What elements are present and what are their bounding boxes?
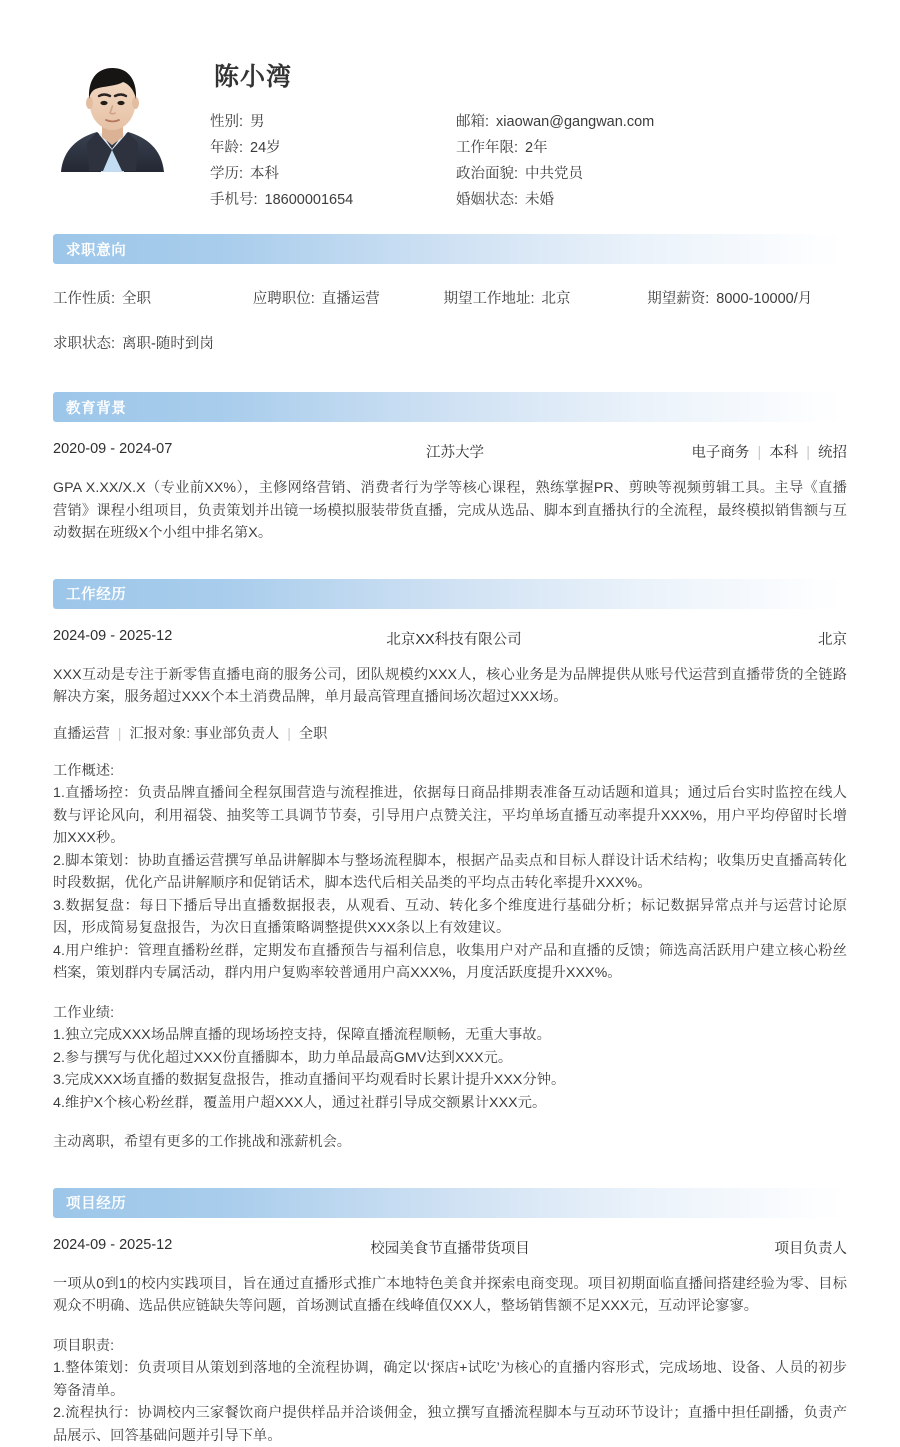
separator-icon: | [798, 445, 818, 461]
intention-row-2 [53, 330, 847, 358]
education-degree: 本科 [769, 445, 798, 461]
section-header-project [53, 1188, 847, 1218]
work-overview-item: 1.直播场控：负责品牌直播间全程氛围营造与流程推进，依据每日商品排期表准备互动话题和道具；通过后台实时监控在线人数与评论风向，利用福袋、抽奖等工具调节节奏，引导用户点赞关注，平均单场直播互动率提升XXX%，用户平均停留时长增加XXX秒。 [53, 785, 847, 846]
project-intro: 一项从0到1的校内实践项目，旨在通过直播形式推广本地特色美食并探索电商变现。项目初期面临直播间搭建经验为零、目标观众不明确、选品供应链缺失等问题，首场测试直播在线峰值仅XX人，整场销售额不足XXX元，互动评论寥寥。 [53, 1273, 847, 1318]
work-company-intro: XXX互动是专注于新零售直播电商的服务公司，团队规模约XXX人，核心业务是为品牌提供从账号代运营到直播带货的全链路解决方案，服务超过XXX个本土消费品牌，单月最高管理直播间场次超过XXX场。 [53, 664, 847, 709]
work-overview-item: 3.数据复盘：每日下播后导出直播数据报表，从观看、互动、转化多个维度进行基础分析；标记数据异常点并与运营讨论原因，形成简易复盘报告，为次日直播策略调整提供XXX条以上有效建议。 [53, 895, 847, 940]
section-header-intention [53, 234, 847, 264]
field-label: 手机号: [210, 187, 258, 213]
intention-expected-salary [647, 285, 847, 313]
profile-field-experience-years [456, 135, 796, 161]
intention-target-location [444, 285, 648, 313]
project-entry [53, 1218, 847, 1447]
section-title: 教育背景 [66, 397, 126, 418]
profile-header [53, 0, 847, 200]
profile-field-education [210, 161, 456, 187]
work-achievement-block [53, 1002, 847, 1115]
field-label: 政治面貌: [456, 161, 518, 187]
project-entry-head [53, 1237, 847, 1261]
profile-field-gender [210, 109, 456, 135]
work-leave-reason: 主动离职，希望有更多的工作挑战和涨薪机会。 [53, 1131, 847, 1154]
field-label: 年龄: [210, 135, 243, 161]
separator-icon: | [110, 726, 130, 742]
education-qualifications [691, 441, 847, 462]
section-title: 求职意向 [66, 239, 126, 260]
profile-info-grid [210, 109, 847, 213]
field-value: 直播运营 [315, 285, 380, 313]
field-label: 婚姻状态: [456, 187, 518, 213]
work-achievement-item: 2.参与撰写与优化超过XXX份直播脚本，助力单品最高GMV达到XXX元。 [53, 1047, 847, 1070]
field-value: 18600001654 [258, 187, 354, 213]
section-title: 工作经历 [66, 583, 126, 604]
work-overview-title: 工作概述: [53, 760, 847, 783]
project-role: 项目负责人 [775, 1237, 848, 1258]
work-meta-line [53, 723, 847, 743]
field-value: 中共党员 [518, 161, 583, 187]
education-date: 2020-09 - 2024-07 [53, 441, 172, 457]
field-value: 离职-随时到岗 [115, 330, 214, 358]
work-achievement-item: 3.完成XXX场直播的数据复盘报告，推动直播间平均观看时长累计提升XXX分钟。 [53, 1069, 847, 1092]
field-label: 应聘职位: [253, 285, 315, 313]
field-value: 未婚 [518, 187, 554, 213]
work-achievement-item: 4.维护X个核心粉丝群，覆盖用户超XXX人，通过社群引导成交额累计XXX元。 [53, 1092, 847, 1115]
field-label: 学历: [210, 161, 243, 187]
field-value: 本科 [243, 161, 279, 187]
field-label: 求职状态: [53, 330, 115, 358]
project-duty-title: 项目职责: [53, 1335, 847, 1358]
work-overview-item: 2.脚本策划：协助直播运营撰写单品讲解脚本与整场流程脚本，根据产品卖点和目标人群设计话术结构；收集历史直播高转化时段数据，优化产品讲解顺序和促销话术，脚本迭代后相关品类的平均点击转化率提升XXX%。 [53, 850, 847, 895]
field-label: 工作性质: [53, 285, 115, 313]
work-company: 北京XX科技有限公司 [53, 628, 847, 649]
intention-target-position [253, 285, 444, 313]
education-entry [53, 422, 847, 545]
intention-job-nature [53, 285, 253, 313]
avatar [53, 57, 172, 172]
field-label: 工作年限: [456, 135, 518, 161]
profile-field-political-status [456, 161, 796, 187]
field-label: 期望薪资: [647, 285, 709, 313]
field-label: 性别: [210, 109, 243, 135]
education-major: 电子商务 [691, 445, 749, 461]
field-label: 邮箱: [456, 109, 489, 135]
work-date: 2024-09 - 2025-12 [53, 628, 172, 644]
work-job-type: 全职 [299, 726, 327, 742]
education-school: 江苏大学 [53, 441, 847, 462]
work-achievement-title: 工作业绩: [53, 1002, 847, 1025]
field-value: 全职 [115, 285, 151, 313]
field-value: 北京 [535, 285, 571, 313]
project-date: 2024-09 - 2025-12 [53, 1237, 172, 1253]
work-overview-block [53, 760, 847, 985]
field-label: 期望工作地址: [444, 285, 535, 313]
intention-row-1 [53, 285, 847, 313]
job-intention-body [53, 264, 847, 358]
separator-icon: | [279, 726, 299, 742]
project-duty-block [53, 1335, 847, 1447]
intention-job-status [53, 330, 253, 358]
project-name: 校园美食节直播带货项目 [53, 1237, 847, 1258]
education-entry-head [53, 441, 847, 465]
education-admission-type: 统招 [818, 445, 847, 461]
separator-icon: | [749, 445, 769, 461]
profile-field-email [456, 109, 796, 135]
work-entry-head [53, 628, 847, 652]
field-value: 8000-10000/月 [709, 285, 812, 313]
field-value: 2年 [518, 135, 548, 161]
page-title: 陈小湾 [214, 57, 847, 93]
project-duty-item: 2.流程执行：协调校内三家餐饮商户提供样品并洽谈佣金，独立撰写直播流程脚本与互动环节设计；直播中担任副播，负责产品展示、回答基础问题并引导下单。 [53, 1402, 847, 1447]
section-title: 项目经历 [66, 1192, 126, 1213]
profile-field-phone [210, 187, 456, 213]
project-duty-item: 1.整体策划：负责项目从策划到落地的全流程协调，确定以‘探店+试吃’为核心的直播内容形式，完成场地、设备、人员的初步筹备清单。 [53, 1360, 847, 1399]
work-overview-item: 4.用户维护：管理直播粉丝群，定期发布直播预告与福利信息，收集用户对产品和直播的反馈；筛选高活跃用户建立核心粉丝档案，策划群内专属活动，群内用户复购率较普通用户高XXX%，月度活跃度提升XXX%。 [53, 940, 847, 985]
work-report-to: 汇报对象: 事业部负责人 [129, 726, 279, 742]
profile-info-left [210, 109, 456, 213]
section-header-work [53, 579, 847, 609]
work-location: 北京 [818, 628, 847, 649]
education-description: GPA X.XX/X.X（专业前XX%），主修网络营销、消费者行为学等核心课程，熟练掌握PR、剪映等视频剪辑工具。主导《直播营销》课程小组项目，负责策划并出镜一场模拟服装带货直播，完成从选品、脚本到直播执行的全流程，最终模拟销售额与互动数据在班级X个小组中排名第X。 [53, 477, 847, 545]
work-achievement-item: 1.独立完成XXX场品牌直播的现场场控支持，保障直播流程顺畅，无重大事故。 [53, 1024, 847, 1047]
profile-field-age [210, 135, 456, 161]
section-header-education [53, 392, 847, 422]
field-value: 男 [243, 109, 265, 135]
work-position: 直播运营 [53, 726, 110, 742]
profile-field-marital-status [456, 187, 796, 213]
field-value: xiaowan@gangwan.com [489, 109, 654, 135]
profile-info-right [456, 109, 796, 213]
work-entry [53, 609, 847, 1154]
portrait-photo-icon [53, 57, 172, 172]
field-value: 24岁 [243, 135, 281, 161]
profile-details [172, 57, 847, 213]
